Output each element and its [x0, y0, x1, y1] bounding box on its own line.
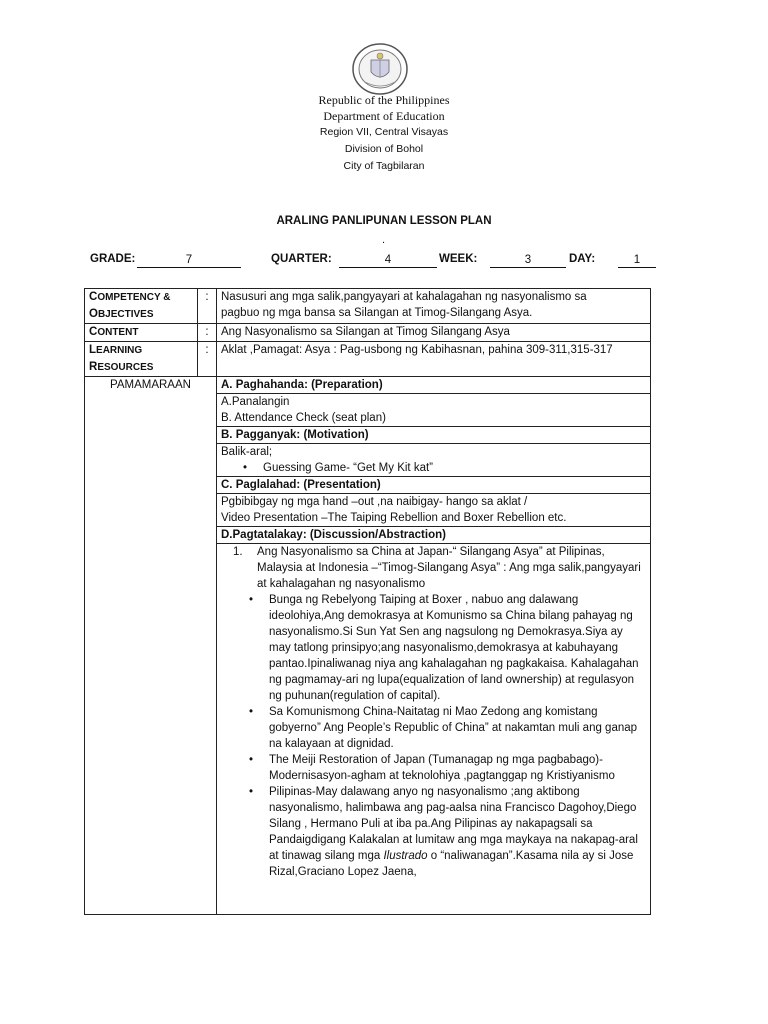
attendance-item: B. Attendance Check (seat plan) [221, 412, 386, 424]
day-value: 1 [618, 253, 656, 268]
header-department: Department of Education [323, 109, 445, 123]
content-label: CONTENT [85, 324, 198, 342]
day-label: DAY: [569, 253, 596, 265]
content-text: Ang Nasyonalismo sa Silangan at Timog Silangang Asya [217, 324, 651, 342]
competency-label: COMPETENCY & OBJECTIVES [85, 289, 198, 324]
prayer-item: A.Panalangin [221, 396, 290, 408]
lesson-plan-table [84, 288, 651, 915]
resources-label: LEARNING RESOURCES [85, 342, 198, 377]
week-label: WEEK: [439, 253, 478, 265]
discussion-bullet-communism: • Sa Komunismong China-Naitatag ni Mao Zedong ang komistang gobyerno” Ang People’s Republic of China” at nakamtan muli ang ganap na kalayaan at dignidad. [249, 704, 646, 752]
deped-seal-logo [351, 42, 409, 96]
discussion-bullet-japan: • The Meiji Restoration of Japan (Tumanagap ng mga pagbabago)-Modernisasyon-agham at teknolohiya ,pagtanggap ng Kristiyanismo [249, 752, 646, 784]
competency-colon: : [198, 289, 217, 324]
discussion-item-1: 1. Ang Nasyonalismo sa China at Japan-“ Silangang Asya” at Pilipinas, Malaysia at Indonesia –“Timog-Silangang Asya” : Ang mga salik,pangyayari at kahalagahan ng nasyonalismo [233, 546, 641, 590]
competency-row [85, 289, 651, 324]
content-colon: : [198, 324, 217, 342]
competency-text: Nasusuri ang mga salik,pangyayari at kahalagahan ng nasyonalismo sa pagbuo ng mga bansa sa Silangan at Timog-Silangang Asya. [217, 289, 651, 324]
resources-row [85, 342, 651, 377]
discussion-bullet-china: • Bunga ng Rebelyong Taiping at Boxer , nabuo ang dalawang ideolohiya,Ang demokrasya at Komunismo sa China bilang pahayag ng nasyonalismo.Si Sun Yat Sen ang nagsulong ng Demokrasya.Siya ay may tatlong prinsipyo;ang nasyonalismo,demokrasya at kabuhayang pantao.Ipinaliwanag niya ang kahalagahan ng pagkakaisa. Kahalagahan ng pagmamay-ari ng lupa(equalization of land ownership) at regulasyon ng puhunan(regulation of capital). [249, 592, 646, 704]
resources-text: Aklat ,Pamagat: Asya : Pag-usbong ng Kabihasnan, pahina 309-311,315-317 [217, 342, 651, 377]
section-c-body: Pgbibibgay ng mga hand –out ,na naibigay- hango sa aklat / Video Presentation –The Taiping Rebellion and Boxer Rebellion etc. [217, 494, 651, 527]
lesson-plan-title: ARALING PANLIPUNAN LESSON PLAN [276, 215, 492, 227]
header-city: City of Tagbilaran [343, 160, 425, 172]
discussion-bullet-philippines: • Pilipinas-May dalawang anyo ng nasyonalismo ;ang aktibong nasyonalismo, halimbawa ang pag-aalsa nina Francisco Dagohoy,Diego Silang , Hermano Puli at iba pa.Ang Pilipinas ay nakapagsali sa Pandaigdigang Kalakalan at lumitaw ang mga maykaya na nakapag-aral at tinawag silang mga Ilustrado o “naliwanagan”.Kasama nila ay si Jose Rizal,Graciano Lopez Jaena, [249, 784, 646, 880]
quarter-label: QUARTER: [271, 253, 332, 265]
quarter-value: 4 [339, 253, 437, 268]
header-region: Region VII, Central Visayas [319, 126, 449, 138]
grade-value: 7 [137, 253, 241, 268]
resources-colon: : [198, 342, 217, 377]
section-d-body [217, 544, 651, 915]
section-b-body [217, 444, 651, 477]
section-a-title-row [85, 377, 651, 394]
grade-label: GRADE: [90, 253, 136, 265]
section-a-body [217, 394, 651, 427]
section-d-title: D.Pagtatalakay: (Discussion/Abstraction) [217, 527, 651, 544]
section-a-title: A. Paghahanda: (Preparation) [217, 377, 651, 394]
content-row [85, 324, 651, 342]
header-republic: Republic of the Philippines [318, 93, 450, 107]
review-text: Balik-aral; [221, 446, 273, 458]
title-dot: . [382, 234, 386, 246]
section-b-title: B. Pagganyak: (Motivation) [217, 427, 651, 444]
pamamaraan-label: PAMAMARAAN [85, 377, 217, 915]
header-division: Division of Bohol [344, 143, 424, 155]
week-value: 3 [490, 253, 566, 268]
guessing-game-item: • Guessing Game- “Get My Kit kat” [243, 460, 646, 476]
section-c-title: C. Paglalahad: (Presentation) [217, 477, 651, 494]
